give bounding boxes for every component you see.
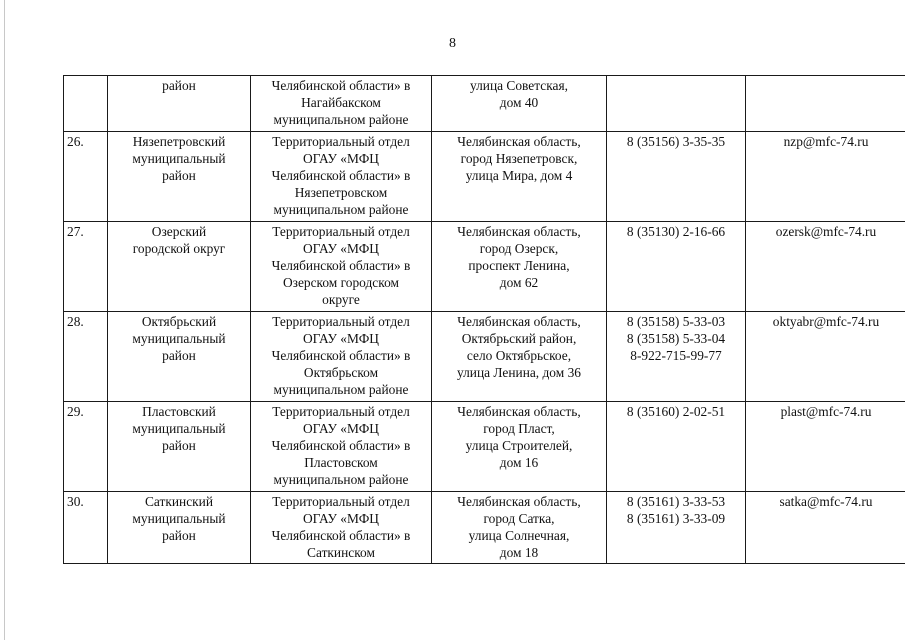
district-cell-line: муниципальный (132, 420, 226, 436)
district-cell (108, 401, 251, 491)
district-cell-line: муниципальный (132, 510, 226, 526)
table-row (64, 311, 905, 401)
page-number: 8 (449, 36, 456, 51)
row-number-cell (64, 76, 108, 132)
address-cell-line: город Нязепетровск, (460, 150, 578, 166)
email-cell (746, 76, 905, 132)
phone-cell-line: 8-922-715-99-77 (630, 348, 722, 364)
table-body (64, 76, 905, 564)
address-cell-line: проспект Ленина, (468, 258, 570, 274)
organization-cell (251, 491, 432, 564)
organization-cell-line: ОГАУ «МФЦ (303, 330, 379, 346)
district-cell (108, 76, 251, 132)
email-cell (746, 311, 905, 401)
row-number-cell (64, 131, 108, 221)
organization-cell-line: Пластовском (304, 455, 378, 471)
district-cell-line: городской округ (132, 240, 226, 256)
address-cell-line: дом 40 (499, 95, 539, 111)
address-cell (432, 76, 607, 132)
district-cell-line: район (162, 438, 196, 454)
address-cell-line: улица Ленина, дом 36 (457, 365, 581, 381)
row-number-cell-text: 28. (67, 313, 84, 329)
phone-cell (607, 131, 746, 221)
organization-cell-line: муниципальном районе (273, 202, 409, 218)
district-cell-line: Озерский (151, 223, 207, 239)
phone-cell (607, 221, 746, 311)
phone-cell (607, 76, 746, 132)
address-cell-line: Челябинская область, (457, 403, 581, 419)
address-cell-line: дом 16 (499, 455, 539, 471)
district-cell (108, 221, 251, 311)
district-cell-line: муниципальный (132, 150, 226, 166)
address-cell-line: Челябинская область, (457, 313, 581, 329)
district-cell (108, 131, 251, 221)
row-number-cell (64, 221, 108, 311)
organization-cell-line: Челябинской области» в (271, 258, 411, 274)
phone-cell (607, 491, 746, 564)
table-row (64, 491, 905, 564)
organization-cell (251, 311, 432, 401)
email-cell-text: satka@mfc-74.ru (779, 493, 873, 509)
table-row (64, 221, 905, 311)
organization-cell (251, 401, 432, 491)
organization-cell-line: Территориальный отдел (272, 223, 410, 239)
address-cell (432, 221, 607, 311)
email-cell-text: nzp@mfc-74.ru (783, 133, 869, 149)
page-left-edge (4, 0, 5, 640)
address-cell (432, 401, 607, 491)
address-cell (432, 491, 607, 564)
address-cell-line: село Октябрьское, (466, 348, 572, 364)
mfc-offices-table (63, 75, 905, 564)
address-cell (432, 131, 607, 221)
row-number-cell (64, 401, 108, 491)
row-number-cell (64, 491, 108, 564)
district-cell-line: Пластовский (142, 403, 216, 419)
organization-cell-line: Нязепетровском (294, 185, 388, 201)
row-number-cell-text: 27. (67, 223, 84, 239)
phone-cell-line: 8 (35156) 3-35-35 (626, 133, 726, 149)
address-cell-line: Челябинская область, (457, 223, 581, 239)
address-cell-line: город Пласт, (483, 420, 555, 436)
address-cell-line: дом 62 (499, 275, 539, 291)
email-cell (746, 401, 905, 491)
organization-cell-line: Саткинском (307, 545, 375, 561)
organization-cell (251, 76, 432, 132)
organization-cell-line: ОГАУ «МФЦ (303, 510, 379, 526)
email-cell-text: ozersk@mfc-74.ru (775, 223, 877, 239)
row-number-cell (64, 311, 108, 401)
organization-cell (251, 221, 432, 311)
phone-cell-line: 8 (35130) 2-16-66 (626, 223, 726, 239)
email-cell-text: plast@mfc-74.ru (780, 403, 872, 419)
address-cell-line: дом 18 (499, 545, 539, 561)
phone-cell-line: 8 (35160) 2-02-51 (626, 403, 726, 419)
phone-cell-line: 8 (35161) 3-33-09 (626, 510, 726, 526)
organization-cell-line: Нагайбакском (301, 95, 381, 111)
organization-cell-line: Челябинской области» в (271, 348, 411, 364)
address-cell (432, 311, 607, 401)
organization-cell-line: Октябрьском (303, 365, 379, 381)
table-row (64, 401, 905, 491)
email-cell (746, 491, 905, 564)
organization-cell-line: ОГАУ «МФЦ (303, 420, 379, 436)
district-cell-line: муниципальный (132, 330, 226, 346)
address-cell-line: улица Солнечная, (468, 528, 570, 544)
organization-cell-line: Челябинской области» в (271, 168, 411, 184)
district-cell (108, 491, 251, 564)
district-cell-line: Нязепетровский (132, 133, 226, 149)
address-cell-line: Челябинская область, (457, 493, 581, 509)
organization-cell-line: муниципальном районе (273, 112, 409, 128)
organization-cell-line: Челябинской области» в (271, 528, 411, 544)
organization-cell-line: ОГАУ «МФЦ (303, 240, 379, 256)
organization-cell-line: Территориальный отдел (272, 313, 410, 329)
row-number-cell-text: 26. (67, 133, 84, 149)
phone-cell (607, 311, 746, 401)
district-cell-line: район (162, 168, 196, 184)
organization-cell-line: муниципальном районе (273, 382, 409, 398)
phone-cell-line: 8 (35161) 3-33-53 (626, 493, 726, 509)
email-cell (746, 221, 905, 311)
phone-cell-line: 8 (35158) 5-33-04 (626, 330, 726, 346)
address-cell-line: город Сатка, (483, 510, 555, 526)
organization-cell-line: Территориальный отдел (272, 403, 410, 419)
district-cell-line: район (162, 528, 196, 544)
address-cell-line: улица Советская, (470, 78, 568, 93)
organization-cell-line: Челябинской области» в (271, 438, 411, 454)
organization-cell-line: Челябинской области» в (271, 78, 411, 93)
organization-cell-line: муниципальном районе (273, 472, 409, 488)
district-cell (108, 311, 251, 401)
row-number-cell-text: 29. (67, 403, 84, 419)
address-cell-line: город Озерск, (479, 240, 559, 256)
organization-cell-line: ОГАУ «МФЦ (303, 150, 379, 166)
email-cell-text: oktyabr@mfc-74.ru (772, 313, 880, 329)
district-cell-line: район (162, 78, 196, 93)
organization-cell-line: округе (322, 292, 360, 308)
phone-cell (607, 401, 746, 491)
organization-cell-line: Озерском городском (283, 275, 399, 291)
address-cell-line: Октябрьский район, (461, 330, 577, 346)
table-row (64, 76, 905, 132)
organization-cell (251, 131, 432, 221)
phone-cell-line: 8 (35158) 5-33-03 (626, 313, 726, 329)
email-cell (746, 131, 905, 221)
organization-cell-line: Территориальный отдел (272, 493, 410, 509)
organization-cell-line: Территориальный отдел (272, 133, 410, 149)
row-number-cell-text: 30. (67, 493, 84, 509)
address-cell-line: Челябинская область, (457, 133, 581, 149)
table-row (64, 131, 905, 221)
address-cell-line: улица Мира, дом 4 (465, 168, 573, 184)
district-cell-line: Саткинский (145, 493, 213, 509)
address-cell-line: улица Строителей, (465, 438, 573, 454)
district-cell-line: район (162, 348, 196, 364)
district-cell-line: Октябрьский (141, 313, 217, 329)
